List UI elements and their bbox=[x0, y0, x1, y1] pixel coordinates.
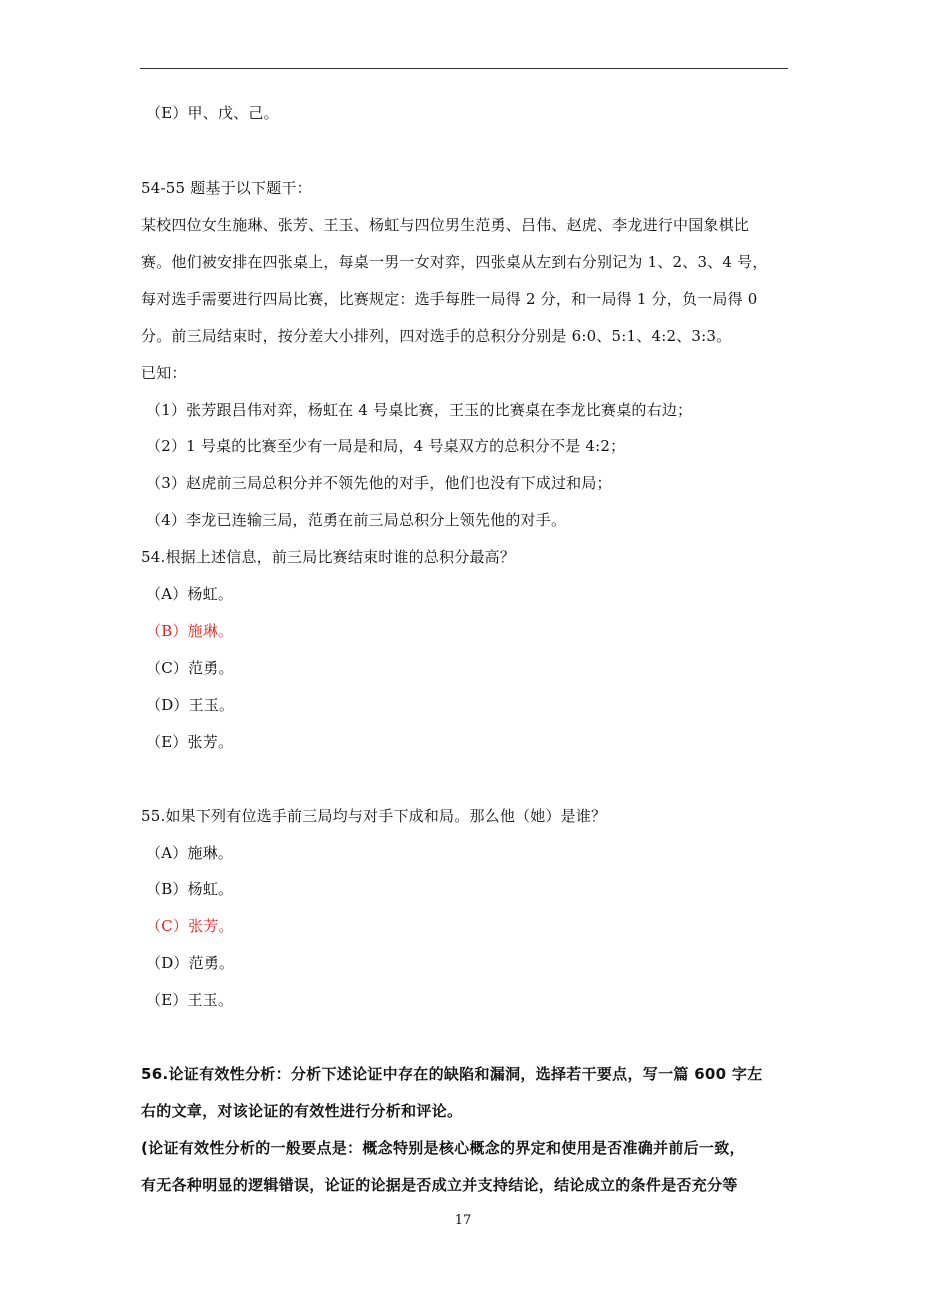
q54-option-e: （E）张芳。 bbox=[146, 733, 234, 751]
q56-line-4: 有无各种明显的逻辑错误，论证的论据是否成立并支持结论，结论成立的条件是否充分等 bbox=[141, 1176, 738, 1194]
condition-4: （4）李龙已连输三局，范勇在前三局总积分上领先他的对手。 bbox=[146, 511, 567, 529]
condition-1: （1）张芳跟吕伟对弈，杨虹在 4 号桌比赛，王玉的比赛桌在李龙比赛桌的右边； bbox=[146, 401, 693, 419]
q54-option-d: （D）王玉。 bbox=[146, 696, 235, 714]
q55-option-a: （A）施琳。 bbox=[146, 844, 234, 862]
q56-line-1: 56.论证有效性分析：分析下述论证中存在的缺陷和漏洞，选择若干要点，写一篇 600 字左 bbox=[141, 1065, 763, 1083]
q54-question: 54.根据上述信息，前三局比赛结束时谁的总积分最高？ bbox=[141, 548, 516, 566]
condition-3: （3）赵虎前三局总积分并不领先他的对手，他们也没有下成过和局； bbox=[146, 474, 612, 492]
stem-line-4: 分。前三局结束时，按分差大小排列，四对选手的总积分分别是 6:0、5:1、4:2、3:3。 bbox=[141, 327, 732, 345]
q55-option-c-answer: （C）张芳。 bbox=[146, 917, 234, 935]
q55-option-e: （E）王玉。 bbox=[146, 991, 234, 1009]
q55-option-b: （B）杨虹。 bbox=[146, 880, 234, 898]
q54-option-b-answer: （B）施琳。 bbox=[146, 622, 234, 640]
prev-option-e: （E）甲、戊、己。 bbox=[146, 104, 279, 122]
q56-line-2: 右的文章，对该论证的有效性进行分析和评论。 bbox=[141, 1102, 463, 1120]
q55-question: 55.如果下列有位选手前三局均与对手下成和局。那么他（她）是谁？ bbox=[141, 807, 607, 825]
header-rule bbox=[140, 68, 788, 69]
stem-line-3: 每对选手需要进行四局比赛，比赛规定：选手每胜一局得 2 分，和一局得 1 分，负一局得 0 bbox=[141, 290, 758, 308]
condition-2: （2）1 号桌的比赛至少有一局是和局，4 号桌双方的总积分不是 4:2； bbox=[146, 437, 626, 455]
stem-line-1: 某校四位女生施琳、张芳、王玉、杨虹与四位男生范勇、吕伟、赵虎、李龙进行中国象棋比 bbox=[141, 216, 750, 234]
q54-option-c: （C）范勇。 bbox=[146, 659, 234, 677]
known-label: 已知： bbox=[141, 364, 187, 382]
page-number: 17 bbox=[454, 1213, 472, 1228]
q54-option-a: （A）杨虹。 bbox=[146, 585, 234, 603]
q55-option-d: （D）范勇。 bbox=[146, 954, 235, 972]
stem-line-2: 赛。他们被安排在四张桌上，每桌一男一女对弈，四张桌从左到右分别记为 1、2、3、4 号， bbox=[141, 253, 768, 271]
q56-line-3: (论证有效性分析的一般要点是：概念特别是核心概念的界定和使用是否准确并前后一致， bbox=[141, 1139, 745, 1157]
stem-heading: 54-55 题基于以下题干： bbox=[141, 179, 312, 197]
